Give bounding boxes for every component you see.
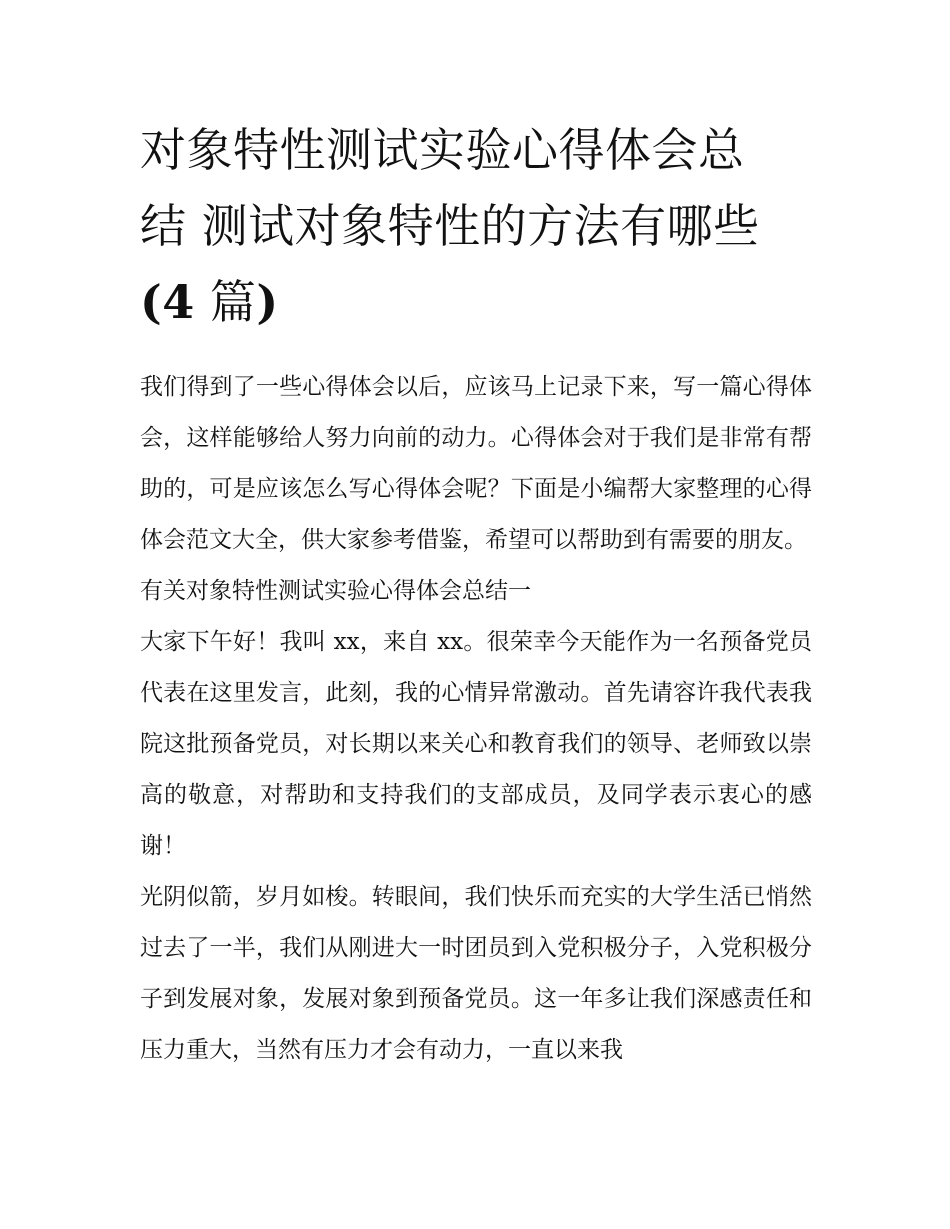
title-paren-close: ) bbox=[256, 275, 279, 329]
body-paragraph: 光阴似箭，岁月如梭。转眼间，我们快乐而充实的大学生活已悄然过去了一半，我们从刚进大一时团员到入党积极分子，入党积极分子到发展对象，发展对象到预备党员。这一年多让我们深感责任和压力重大，当然有压力才会有动力，一直以来我 bbox=[140, 884, 812, 1063]
title-count-unit: 篇 bbox=[194, 275, 257, 329]
title-paren-open: ( bbox=[140, 275, 163, 329]
section-heading: 有关对象特性测试实验心得体会总结一 bbox=[140, 578, 531, 604]
title-line-2: 结 测试对象特性的方法有哪些 bbox=[140, 199, 760, 253]
document-body bbox=[140, 112, 812, 1076]
title-line-1: 对象特性测试实验心得体会总 bbox=[140, 123, 745, 177]
intro-paragraph: 我们得到了一些心得体会以后，应该马上记录下来，写一篇心得体会，这样能够给人努力向前的动力。心得体会对于我们是非常有帮助的，可是应该怎么写心得体会呢？下面是小编帮大家整理的心得体会范文大全，供大家参考借鉴，希望可以帮助到有需要的朋友。 bbox=[140, 374, 812, 553]
body-paragraph: 大家下午好！我叫 xx，来自 xx。很荣幸今天能作为一名预备党员代表在这里发言，此刻，我的心情异常激动。首先请容许我代表我院这批预备党员，对长期以来关心和教育我们的领导、老师致以崇高的敬意，对帮助和支持我们的支部成员，及同学表示衷心的感谢！ bbox=[140, 629, 812, 859]
title-count: 4 bbox=[162, 275, 195, 329]
document-title bbox=[140, 112, 812, 340]
